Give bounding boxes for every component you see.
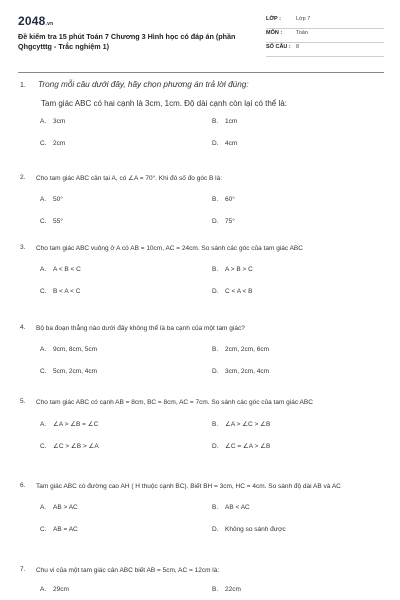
option-text: 55° [53,217,63,225]
option-key: A. [40,118,47,125]
question-subtext: Tam giác ABC có hai cạnh là 3cm, 1cm. Độ dài cạnh còn lại có thể là: [41,98,287,108]
meta-row-count [266,44,384,57]
option-b[interactable] [212,586,241,593]
options [20,346,384,386]
question-1 [20,80,384,158]
option-key: C. [40,140,47,147]
meta-value: 8 [296,44,300,50]
meta-row-class [266,16,384,29]
question-text: Bộ ba đoạn thẳng nào dưới đây không thể là ba cạnh của một tam giác? [36,325,245,332]
option-a[interactable] [40,346,97,353]
option-text: 3cm [53,118,66,125]
question-text: Cho tam giác ABC có cạnh AB = 8cm, BC = 8cm, AC = 7cm. So sánh các góc của tam giác ABC [36,399,313,406]
option-b[interactable] [212,266,253,273]
option-text: AB = AC [53,525,78,533]
option-key: C. [40,367,47,375]
option-text: A > B > C [225,265,253,273]
option-text: ∠C = ∠A > ∠B [225,442,271,450]
question-number: 7. [20,566,26,573]
option-text: AB < AC [225,503,250,511]
question-text: Tam giác ABC có đường cao AH ( H thuộc cạnh BC). Biết BH = 3cm, HC = 4cm. So sánh độ dài AB và AC [36,483,341,490]
option-key: A. [40,195,47,203]
option-d[interactable] [212,288,252,295]
options [20,118,384,158]
option-key: C. [40,442,47,450]
option-key: A. [40,503,47,511]
option-a[interactable] [40,118,65,125]
option-key: C. [40,217,47,225]
option-text: 2cm [53,140,66,147]
option-key: B. [212,195,219,203]
logo-text: 2048 [18,14,46,28]
meta-value: Toán [296,30,308,36]
question-6 [20,482,384,544]
option-key: B. [212,345,219,353]
option-text: ∠A > ∠C > ∠B [225,420,271,428]
option-d[interactable] [212,140,237,147]
option-text: ∠A > ∠B = ∠C [53,420,99,428]
question-number: 1. [20,82,26,89]
question-number: 5. [20,398,26,405]
option-key: C. [40,525,47,533]
option-key: A. [40,420,47,428]
option-d[interactable] [212,526,286,533]
option-key: D. [212,217,219,225]
option-c[interactable] [40,526,78,533]
question-2 [20,174,384,236]
option-text: ∠C > ∠B > ∠A [53,442,99,450]
option-a[interactable] [40,420,98,428]
meta-key: LỚP : [266,16,281,22]
option-key: A. [40,585,47,593]
option-key: D. [212,287,219,295]
option-c[interactable] [40,218,63,225]
page-title: Đề kiểm tra 15 phút Toán 7 Chương 3 Hình học có đáp án (phần Qhgcytttg - Trắc nghiệm 1) [18,32,236,51]
option-a[interactable] [40,266,81,273]
option-key: C. [40,287,47,295]
option-text: 2cm, 2cm, 6cm [225,345,270,353]
option-b[interactable] [212,346,269,353]
meta-value: Lớp 7 [296,16,311,22]
option-c[interactable] [40,368,97,375]
option-text: 29cm [53,585,69,593]
option-key: B. [212,585,219,593]
question-text: Chu vi của một tam giác cân ABC biết AB = 5cm, AC = 12cm là: [36,567,220,574]
option-key: B. [212,118,219,125]
options [20,420,384,460]
option-b[interactable] [212,420,270,428]
option-key: D. [212,367,219,375]
option-key: D. [212,525,219,533]
question-3 [20,244,384,306]
option-b[interactable] [212,118,237,125]
option-text: 3cm, 2cm, 4cm [225,367,270,375]
option-text: B < A < C [53,287,81,295]
option-text: C < A < B [225,287,253,295]
option-text: 1cm [225,118,238,125]
option-a[interactable] [40,196,63,203]
option-key: B. [212,265,219,273]
option-text: 60° [225,195,235,203]
option-key: D. [212,442,219,450]
meta-key: MÔN : [266,30,283,36]
question-text: Trong mỗi câu dưới đây, hãy chọn phương án trả lời đúng: [38,80,249,89]
meta-key: SỐ CÂU : [266,44,291,50]
question-text: Cho tam giác ABC vuông ở A có AB = 10cm, AC = 24cm. So sánh các góc của tam giác ABC [36,245,303,252]
site-logo[interactable] [18,14,243,28]
title-block [18,14,243,52]
question-number: 3. [20,244,26,251]
option-text: 4cm [225,140,238,147]
options [20,266,384,306]
question-number: 6. [20,482,26,489]
option-c[interactable] [40,288,80,295]
option-d[interactable] [212,442,270,450]
question-number: 2. [20,174,26,181]
question-7 [20,566,384,598]
option-text: 50° [53,195,63,203]
option-key: D. [212,140,219,147]
options [20,196,384,236]
options [20,504,384,544]
option-a[interactable] [40,586,69,593]
meta-row-subject [266,30,384,43]
option-text: Không so sánh được [225,525,286,533]
meta-table [266,16,384,58]
option-key: A. [40,265,47,273]
options [20,586,384,598]
option-text: AB > AC [53,503,78,511]
option-d[interactable] [212,368,269,375]
question-4 [20,324,384,386]
option-b[interactable] [212,196,235,203]
option-text: 5cm, 2cm, 4cm [53,367,98,375]
option-text: 9cm, 8cm, 5cm [53,345,98,353]
question-5 [20,398,384,460]
question-text: Cho tam giác ABC cân tại A, có ∠A = 70°. Khi đó số đo góc B là: [36,175,223,182]
logo-suffix: .vn [45,21,54,27]
option-d[interactable] [212,218,235,225]
option-b[interactable] [212,504,250,511]
option-a[interactable] [40,504,78,511]
header [18,14,384,62]
option-c[interactable] [40,442,99,450]
option-key: B. [212,503,219,511]
header-divider [18,72,384,73]
option-c[interactable] [40,140,65,147]
option-key: A. [40,345,47,353]
option-text: A < B < C [53,265,81,273]
option-text: 75° [225,217,235,225]
option-key: B. [212,420,219,428]
option-text: 22cm [225,585,241,593]
question-number: 4. [20,324,26,331]
